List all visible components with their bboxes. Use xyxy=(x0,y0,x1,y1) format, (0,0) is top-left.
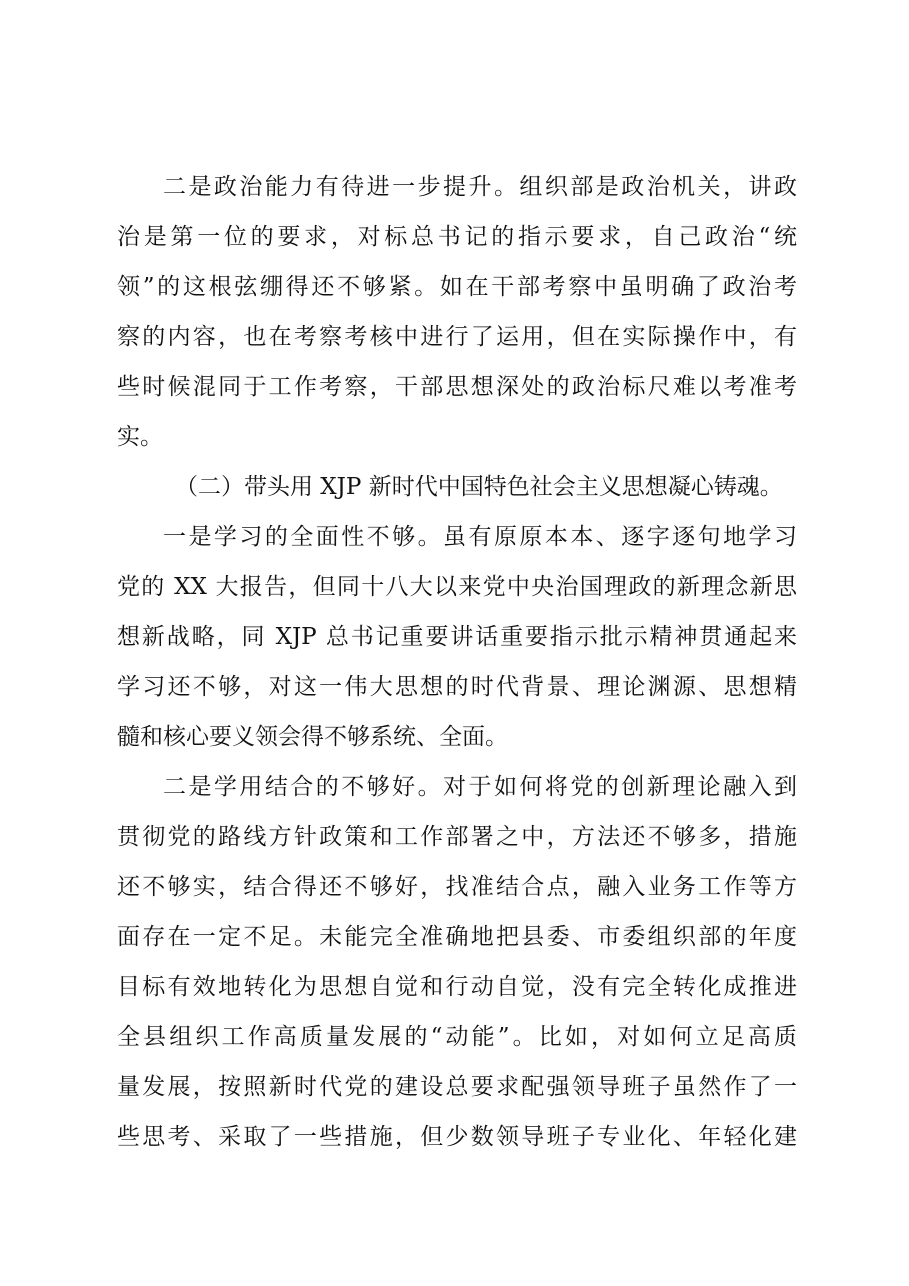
text-line: 些思考、采取了一些措施，但少数领导班子专业化、年轻化建 xyxy=(117,1124,797,1150)
text-line: 量发展，按照新时代党的建设总要求配强领导班子虽然作了一 xyxy=(117,1074,797,1100)
text-line: 治是第一位的要求，对标总书记的指示要求，自己政治“统 xyxy=(117,224,797,250)
section-heading xyxy=(117,462,797,512)
text-line: 学习还不够，对这一伟大思想的时代背景、理论渊源、思想精 xyxy=(117,674,797,700)
text-line: 髓和核心要义领会得不够系统、全面。 xyxy=(117,724,508,750)
document-body xyxy=(117,162,797,1162)
text-line: 贯彻党的路线方针政策和工作部署之中，方法还不够多，措施 xyxy=(117,824,797,850)
text-line: 二是学用结合的不够好。对于如何将党的创新理论融入到 xyxy=(163,774,797,800)
text-line: 想新战略，同 XJP 总书记重要讲话重要指示批示精神贯通起来 xyxy=(117,624,797,650)
text-line: 一是学习的全面性不够。虽有原原本本、逐字逐句地学习 xyxy=(163,524,797,550)
text-line: 面存在一定不足。未能完全准确地把县委、市委组织部的年度 xyxy=(117,924,797,950)
text-line: 还不够实，结合得还不够好，找准结合点，融入业务工作等方 xyxy=(117,874,797,900)
paragraph-study-comprehensiveness xyxy=(117,512,797,762)
text-line: 目标有效地转化为思想自觉和行动自觉，没有完全转化成推进 xyxy=(117,974,797,1000)
text-line: 些时候混同于工作考察，干部思想深处的政治标尺难以考准考 xyxy=(117,374,797,400)
text-line: 察的内容，也在考察考核中进行了运用，但在实际操作中，有 xyxy=(117,324,797,350)
paragraph-political-ability xyxy=(117,162,797,462)
text-line: 全县组织工作高质量发展的“动能”。比如，对如何立足高质 xyxy=(117,1024,797,1050)
text-line: （二）带头用 XJP 新时代中国特色社会主义思想凝心铸魂。 xyxy=(175,474,783,500)
text-line: 党的 XX 大报告，但同十八大以来党中央治国理政的新理念新思 xyxy=(117,574,797,600)
text-line: 领”的这根弦绷得还不够紧。如在干部考察中虽明确了政治考 xyxy=(117,274,797,300)
text-line: 二是政治能力有待进一步提升。组织部是政治机关，讲政 xyxy=(163,174,797,200)
paragraph-study-application xyxy=(117,762,797,1162)
text-line: 实。 xyxy=(117,424,163,450)
